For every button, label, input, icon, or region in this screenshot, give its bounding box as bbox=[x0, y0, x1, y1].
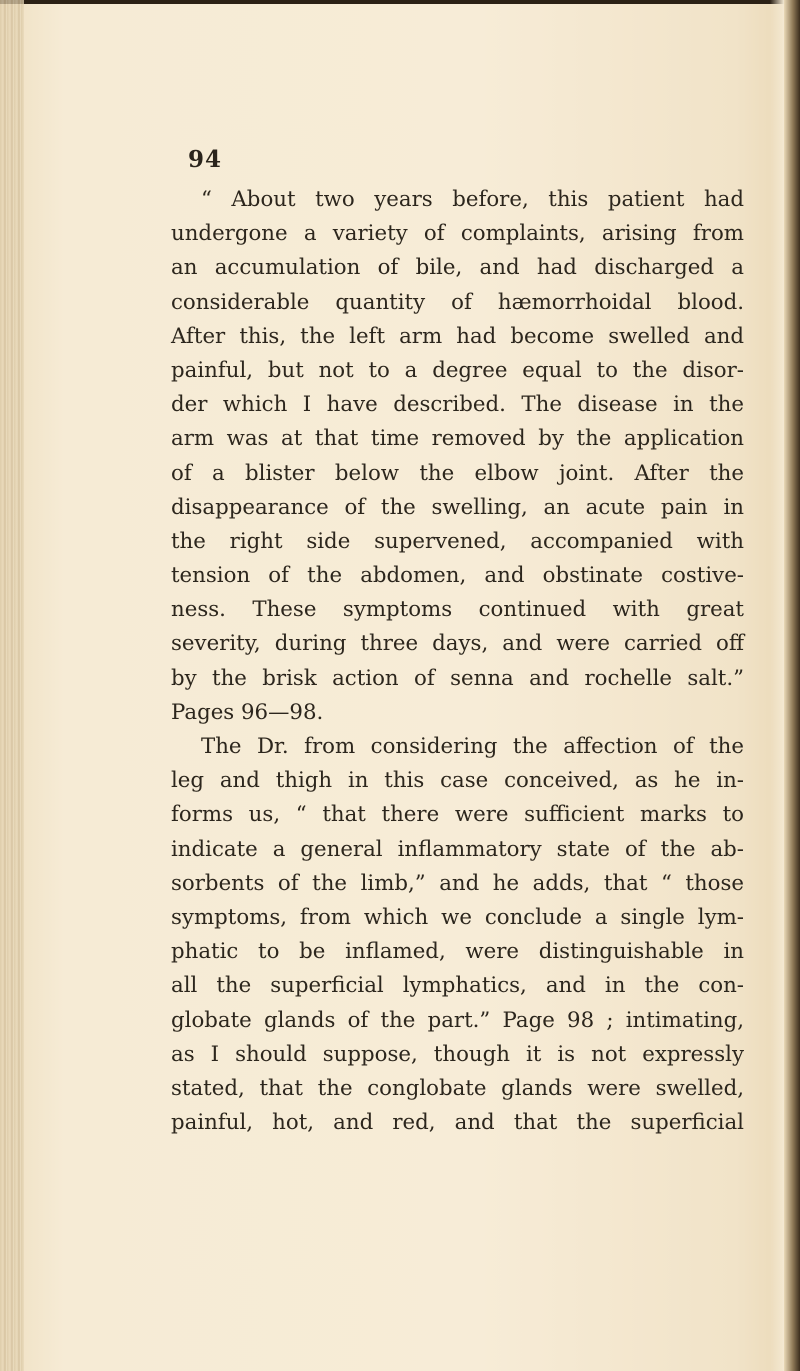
page-binding-edge bbox=[0, 0, 24, 1371]
text-line: arm was at that time removed by the application bbox=[171, 426, 744, 452]
text-line: of a blister below the elbow joint. After the bbox=[171, 460, 744, 486]
text-line: phatic to be inflamed, were distinguishable in bbox=[171, 939, 744, 965]
text-line: The Dr. from considering the affection of the bbox=[201, 734, 744, 759]
text-line: indicate a general inflammatory state of the ab- bbox=[171, 836, 744, 862]
text-line: severity, during three days, and were carried off bbox=[171, 631, 744, 657]
text-line: disappearance of the swelling, an acute pain in bbox=[171, 494, 744, 520]
text-line: globate glands of the part.” Page 98 ; intimating, bbox=[171, 1007, 744, 1033]
text-line: “ About two years before, this patient had bbox=[201, 187, 744, 212]
text-line: leg and thigh in this case conceived, as he in- bbox=[171, 768, 744, 794]
page-top-edge bbox=[0, 0, 800, 4]
text-line: painful, but not to a degree equal to the disor- bbox=[171, 357, 744, 383]
text-line: Pages 96—98. bbox=[171, 699, 324, 725]
text-line: forms us, “ that there were sufficient marks to bbox=[171, 802, 744, 828]
page-right-edge bbox=[784, 0, 800, 1371]
text-line: After this, the left arm had become swelled and bbox=[171, 323, 744, 349]
text-line: stated, that the conglobate glands were swelled, bbox=[171, 1075, 744, 1101]
text-line: an accumulation of bile, and had discharged a bbox=[171, 255, 744, 281]
text-line: tension of the abdomen, and obstinate costive- bbox=[171, 563, 744, 589]
body-text bbox=[171, 183, 744, 1140]
page-number: 94 bbox=[188, 146, 223, 173]
text-line: considerable quantity of hæmorrhoidal blood. bbox=[171, 289, 744, 315]
text-line: the right side supervened, accompanied with bbox=[171, 528, 744, 554]
page-right-shade bbox=[770, 0, 784, 1371]
text-line: undergone a variety of complaints, arising from bbox=[171, 221, 744, 247]
text-line: sorbents of the limb,” and he adds, that “ those bbox=[171, 870, 744, 896]
text-line: painful, hot, and red, and that the superficial bbox=[171, 1110, 744, 1136]
text-line: ness. These symptoms continued with great bbox=[171, 597, 744, 623]
text-line: all the superficial lymphatics, and in the con- bbox=[171, 973, 744, 999]
text-line: symptoms, from which we conclude a single lym- bbox=[171, 904, 744, 930]
text-line: der which I have described. The disease in the bbox=[171, 392, 744, 418]
text-line: by the brisk action of senna and rochelle salt.” bbox=[171, 665, 744, 691]
text-line: as I should suppose, though it is not expressly bbox=[171, 1041, 744, 1067]
